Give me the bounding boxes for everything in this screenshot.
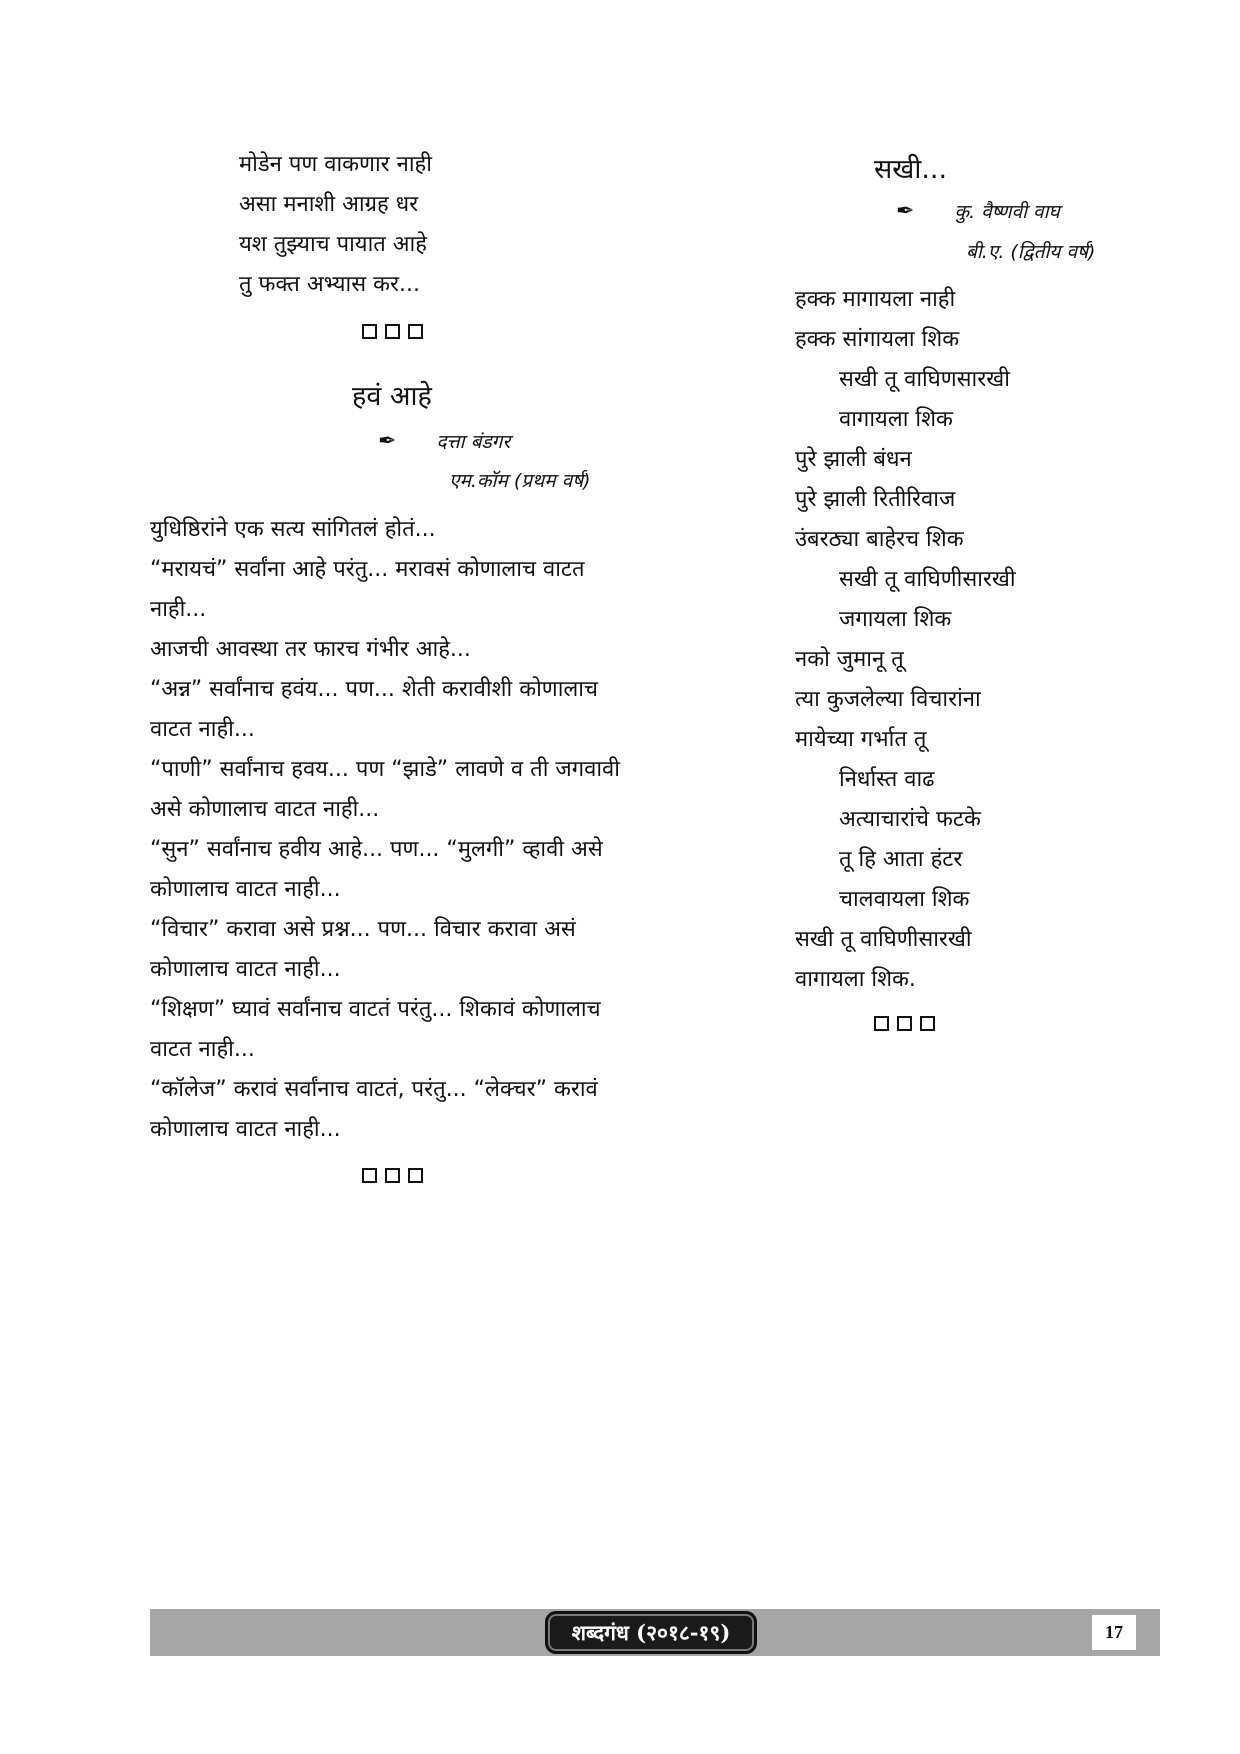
poem-line: उंबरठ्या बाहेरच शिक [795,527,964,552]
poem-line: नाही... [150,597,207,622]
poem-line: जगायला शिक [839,607,952,632]
page-footer [150,1609,1160,1656]
poem-line: चालवायला शिक [839,887,970,912]
author-name: कु. वैष्णवी वाघ [954,201,1060,223]
journal-title-badge: शब्दगंध (२०१८-१९) [545,1611,757,1654]
left-poem-ending [239,145,432,305]
separator-square-icon [897,1016,912,1031]
quill-pen-icon: ✒ [896,199,915,224]
poem-line: पुरे झाली बंधन [795,447,912,472]
section-separator [362,324,423,339]
poem-author [896,193,1060,231]
separator-square-icon [362,1168,377,1183]
separator-square-icon [362,324,377,339]
poem-line: सखी तू वाघिणसारखी [839,367,1010,392]
poem-line: पुरे झाली रितीरिवाज [795,487,956,512]
section-separator [874,1016,935,1031]
poem-line: मोडेन पण वाकणार नाही [239,152,432,177]
poem-line: वागायला शिक. [795,967,916,992]
separator-square-icon [408,324,423,339]
separator-square-icon [874,1016,889,1031]
poem-title: हवं आहे [352,381,432,412]
poem-line: “विचार” करावा असे प्रश्न... पण... विचार करावा असं [150,917,576,942]
poem-line: सखी तू वाघिणीसारखी [795,927,972,952]
poem-line: युधिष्ठिरांने एक सत्य सांगितलं होतं... [150,517,436,542]
poem-line: असा मनाशी आग्रह धर [239,192,419,217]
poem-line: “मरायचं” सर्वांना आहे परंतु... मरावसं कोणालाच वाटत [150,557,585,582]
poem-line: वाटत नाही... [150,1037,255,1062]
poem-author-class: एम.कॉम (प्रथम वर्ष) [449,470,591,492]
poem-author-class: बी.ए. (द्वितीय वर्ष) [966,241,1096,263]
poem-body [795,280,1016,1000]
poem-line: वागायला शिक [839,407,953,432]
author-name: दत्ता बंडगर [436,431,511,453]
poem-line: तु फक्त अभ्यास कर... [239,272,420,297]
poem-line: तू हि आता हंटर [839,847,963,872]
page-number: 17 [1092,1615,1136,1650]
poem-author [378,423,510,461]
poem-line: “पाणी” सर्वांनाच हवय... पण “झाडे” लावणे व ती जगवावी [150,757,620,782]
section-separator [362,1168,423,1183]
poem-line: अत्याचारांचे फटके [839,807,981,832]
poem-line: कोणालाच वाटत नाही... [150,877,341,902]
poem-line: कोणालाच वाटत नाही... [150,1117,341,1142]
poem-line: हक्क मागायला नाही [795,287,956,312]
poem-body [150,510,620,1150]
poem-line: वाटत नाही... [150,717,255,742]
separator-square-icon [408,1168,423,1183]
poem-line: सखी तू वाघिणीसारखी [839,567,1016,592]
poem-line: “शिक्षण” घ्यावं सर्वांनाच वाटतं परंतु... शिकावं कोणालाच [150,997,601,1022]
poem-line: “सुन” सर्वांनाच हवीय आहे... पण... “मुलगी” व्हावी असे [150,837,603,862]
poem-line: आजची आवस्था तर फारच गंभीर आहे... [150,637,471,662]
poem-line: हक्क सांगायला शिक [795,327,960,352]
separator-square-icon [920,1016,935,1031]
poem-line: मायेच्या गर्भात तू [795,727,927,752]
quill-pen-icon: ✒ [378,429,397,454]
poem-line: त्या कुजलेल्या विचारांना [795,687,981,712]
poem-line: “अन्न” सर्वांनाच हवंय... पण... शेती करावीशी कोणालाच [150,677,598,702]
separator-square-icon [385,324,400,339]
poem-line: “कॉलेज” करावं सर्वांनाच वाटतं, परंतु... “लेक्चर” करावं [150,1077,598,1102]
separator-square-icon [385,1168,400,1183]
poem-line: कोणालाच वाटत नाही... [150,957,341,982]
poem-line: नको जुमानू तू [795,647,904,672]
poem-line: यश तुझ्याच पायात आहे [239,232,427,257]
poem-title: सखी... [874,154,948,185]
poem-line: असे कोणालाच वाटत नाही... [150,797,380,822]
poem-line: निर्धास्त वाढ [839,767,935,792]
